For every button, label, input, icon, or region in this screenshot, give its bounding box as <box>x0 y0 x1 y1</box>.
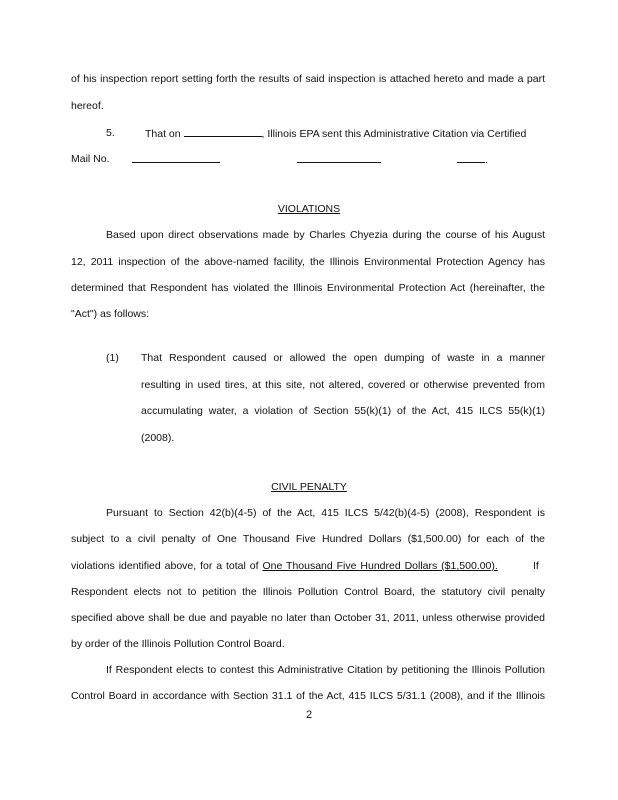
penalty-para2-line-2: Control Board in accordance with Section 31.1 of the Act, 415 ILCS 5/31.1 (2008), and if the Illinois <box>71 690 545 702</box>
penalty-para1-line-2: subject to a civil penalty of One Thousand Five Hundred Dollars ($1,500.00) for each of the <box>71 533 545 545</box>
penalty-para1-line-3-end: If <box>533 560 539 572</box>
violation-item-line-3: accumulating water, a violation of Section 55(k)(1) of the Act, 415 ILCS 55(k)(1) <box>141 405 545 417</box>
paragraph-5-text-before: That on <box>145 128 181 140</box>
paragraph-5-text-after: , Illinois EPA sent this Administrative Citation via Certified <box>261 128 527 140</box>
violation-item-number: (1) <box>106 352 119 364</box>
mail-number-blank-3 <box>457 153 488 166</box>
mail-number-blank-1 <box>132 153 220 166</box>
penalty-total-prefix: violations identified above, for a total of <box>71 560 259 572</box>
penalty-para1-line-4: Respondent elects not to petition the Illinois Pollution Control Board, the statutory civil penalty <box>71 586 545 598</box>
penalty-para1-line-1: Pursuant to Section 42(b)(4-5) of the Act, 415 ILCS 5/42(b)(4-5) (2008), Respondent is <box>106 507 545 519</box>
mail-label: Mail No. <box>71 153 110 165</box>
paragraph-5-number: 5. <box>106 127 115 139</box>
violations-intro-line-3: determined that Respondent has violated the Illinois Environmental Protection Act (hereinafter, the <box>71 282 545 294</box>
continuation-line-2: hereof. <box>71 100 104 112</box>
date-blank <box>184 127 262 137</box>
penalty-para1-line-3 <box>71 560 498 572</box>
continuation-line-1: of his inspection report setting forth the results of said inspection is attached hereto and made a part <box>71 73 545 85</box>
violations-heading: VIOLATIONS <box>277 203 341 215</box>
penalty-para2-line-1: If Respondent elects to contest this Administrative Citation by petitioning the Illinois Pollution <box>106 664 545 676</box>
penalty-para1-line-5: specified above shall be due and payable no later than October 31, 2011, unless otherwise provided <box>71 612 545 624</box>
violation-item-line-2: resulting in used tires, at this site, not altered, covered or otherwise prevented from <box>141 379 545 391</box>
mail-number-blank-2 <box>297 153 381 166</box>
violations-intro-line-1: Based upon direct observations made by Charles Chyezia during the course of his August <box>106 229 545 241</box>
violations-intro-line-2: 12, 2011 inspection of the above-named facility, the Illinois Environmental Protection Agency has <box>71 256 545 268</box>
page-number: 2 <box>305 709 313 721</box>
penalty-para1-line-6: by order of the Illinois Pollution Control Board. <box>71 638 285 650</box>
civil-penalty-heading: CIVIL PENALTY <box>271 481 347 493</box>
violation-item-line-4: (2008). <box>141 432 175 444</box>
violation-item-line-1: That Respondent caused or allowed the open dumping of waste in a manner <box>141 352 545 364</box>
paragraph-5-line-1 <box>145 127 526 140</box>
mail-trailing-period: . <box>485 154 488 166</box>
violations-intro-line-4: "Act") as follows: <box>71 308 150 320</box>
penalty-total-amount: One Thousand Five Hundred Dollars ($1,500.00). <box>262 560 498 572</box>
